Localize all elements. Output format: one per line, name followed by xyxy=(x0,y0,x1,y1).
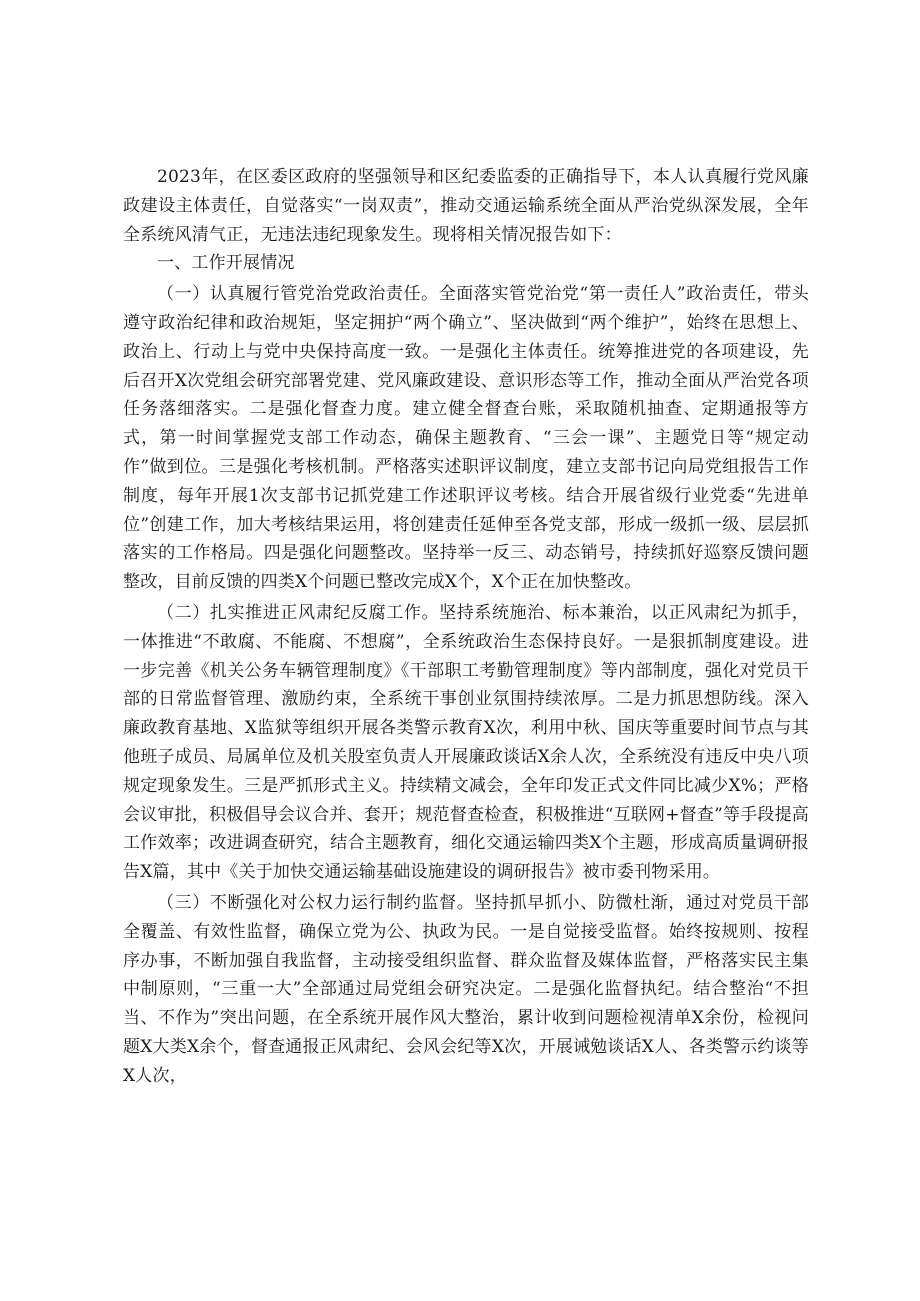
section-heading-work-status: 一、工作开展情况 xyxy=(157,253,295,274)
subsection-paragraph-2: （二）扎实推进正风肃纪反腐工作。坚持系统施治、标本兼治，以正风肃纪为抓手，一体推进“不敢腐、不能腐、不想腐”，全系统政治生态保持良好。一是狠抓制度建设。进一步完善《机关公务车辆管理制度》《干部职工考勤管理制度》等内部制度，强化对党员干部的日常监督管理、激励约束，全系统干事创业氛围持续浓厚。二是力抓思想防线。深入廉政教育基地、X监狱等组织开展各类警示教育X次，利用中秋、国庆等重要时间节点与其他班子成员、局属单位及机关股室负责人开展廉政谈话X余人次，全系统没有违反中央八项规定现象发生。三是严抓形式主义。持续精文减会，全年印发正式文件同比减少X%；严格会议审批，积极倡导会议合并、套开；规范督查检查，积极推进“互联网+督查”等手段提高工作效率；改进调查研究，结合主题教育，细化交通运输四类X个主题，形成高质量调研报告X篇，其中《关于加快交通运输基础设施建设的调研报告》被市委刊物采用。 xyxy=(123,602,809,883)
intro-paragraph: 2023年，在区委区政府的坚强领导和区纪委监委的正确指导下，本人认真履行党风廉政建设主体责任，自觉落实“一岗双责”，推动交通运输系统全面从严治党纵深发展，全年全系统风清气正，无违法违纪现象发生。现将相关情况报告如下： xyxy=(123,167,809,245)
document-body xyxy=(123,163,809,1091)
subsection-paragraph-3: （三）不断强化对公权力运行制约监督。坚持抓早抓小、防微杜渐，通过对党员干部全覆盖、有效性监督，确保立党为公、执政为民。一是自觉接受监督。始终按规则、按程序办事，不断加强自我监督，主动接受组织监督、群众监督及媒体监督，严格落实民主集中制原则，“三重一大”全部通过局党组会研究决定。二是强化监督执纪。结合整治“不担当、不作为”突出问题，在全系统开展作风大整治，累计收到问题检视清单X余份，检视问题X大类X余个，督查通报正风肃纪、会风会纪等X次，开展诫勉谈话X人、各类警示约谈等X人次， xyxy=(123,892,809,1086)
subsection-paragraph-1: （一）认真履行管党治党政治责任。全面落实管党治党“第一责任人”政治责任，带头遵守政治纪律和政治规矩，坚定拥护“两个确立”、坚决做到“两个维护”，始终在思想上、政治上、行动上与党中央保持高度一致。一是强化主体责任。统筹推进党的各项建设，先后召开X次党组会研究部署党建、党风廉政建设、意识形态等工作，推动全面从严治党各项任务落细落实。二是强化督查力度。建立健全督查台账，采取随机抽查、定期通报等方式，第一时间掌握党支部工作动态，确保主题教育、“三会一课”、主题党日等“规定动作”做到位。三是强化考核机制。严格落实述职评议制度，建立支部书记向局党组报告工作制度，每年开展1次支部书记抓党建工作述职评议考核。结合开展省级行业党委“先进单位”创建工作，加大考核结果运用，将创建责任延伸至各党支部，形成一级抓一级、层层抓落实的工作格局。四是强化问题整改。坚持举一反三、动态销号，持续抓好巡察反馈问题整改，目前反馈的四类X个问题已整改完成X个，X个正在加快整改。 xyxy=(123,284,809,593)
